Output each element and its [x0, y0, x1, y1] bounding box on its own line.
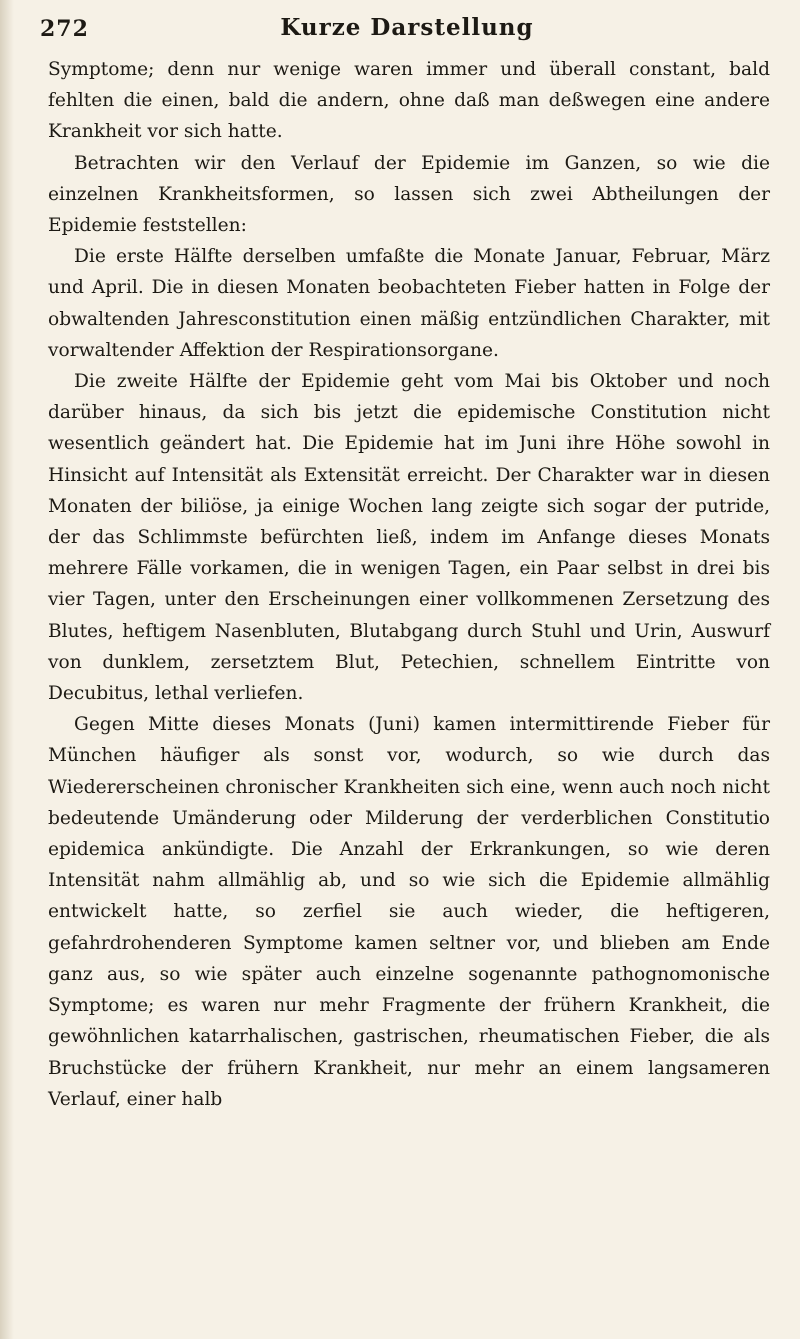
- page-header: [40, 12, 774, 52]
- paragraph: Die zweite Hälfte der Epidemie geht vom Mai bis Oktober und noch darüber hinaus, da sich bis jetzt die epidemische Constitution nicht wesentlich geändert hat. Die Epidemie hat im Juni ihre Höhe sowohl in Hinsicht auf Intensität als Extensität erreicht. Der Charakter war in diesen Monaten der biliöse, ja einige Wochen lang zeigte sich sogar der putride, der das Schlimmste befürchten ließ, indem im Anfange dieses Monats mehrere Fälle vorkamen, die in wenigen Tagen, ein Paar selbst in drei bis vier Tagen, unter den Erscheinungen einer vollkommenen Zersetzung des Blutes, heftigem Nasenbluten, Blutabgang durch Stuhl und Urin, Auswurf von dunklem, zersetztem Blut, Petechien, schnellem Eintritte von Decubitus, lethal verliefen.: [48, 371, 770, 705]
- paragraph: Betrachten wir den Verlauf der Epidemie im Ganzen, so wie die einzelnen Krankheitsformen, so lassen sich zwei Abtheilungen der Epidemie feststellen:: [48, 152, 770, 237]
- paragraph: Gegen Mitte dieses Monats (Juni) kamen intermittirende Fieber für München häufiger als sonst vor, wodurch, so wie durch das Wiedererscheinen chronischer Krankheiten sich eine, wenn auch noch nicht bedeutende Umänderung oder Milderung der verderblichen Constitutio epidemica ankündigte. Die Anzahl der Erkrankungen, so wie deren Intensität nahm allmählig ab, und so wie sich die Epidemie allmählig entwickelt hatte, so zerfiel sie auch wieder, die heftigeren, gefahrdrohenderen Symptome kamen seltner vor, und blieben am Ende ganz aus, so wie später auch einzelne sogenannte pathognomonische Symptome; es waren nur mehr Fragmente der frühern Krankheit, die gewöhnlichen katarrhalischen, gastrischen, rheumatischen Fieber, die als Bruchstücke der frühern Krankheit, nur mehr an einem langsameren Verlauf, einer halb: [48, 714, 770, 1110]
- paragraph: Symptome; denn nur wenige waren immer und überall constant, bald fehlten die einen, bald die andern, ohne daß man deßwegen eine andere Krankheit vor sich hatte.: [48, 59, 770, 143]
- binding-gutter-shadow: [0, 0, 14, 1339]
- body-text: [48, 54, 770, 1115]
- paragraph: Die erste Hälfte derselben umfaßte die Monate Januar, Februar, März und April. Die in diesen Monaten beobachteten Fieber hatten in Folge der obwaltenden Jahresconstitution einen mäßig entzündlichen Charakter, mit vorwaltender Affektion der Respirationsorgane.: [48, 246, 770, 361]
- page-number: 272: [40, 16, 89, 42]
- running-title: Kurze Darstellung: [280, 14, 534, 41]
